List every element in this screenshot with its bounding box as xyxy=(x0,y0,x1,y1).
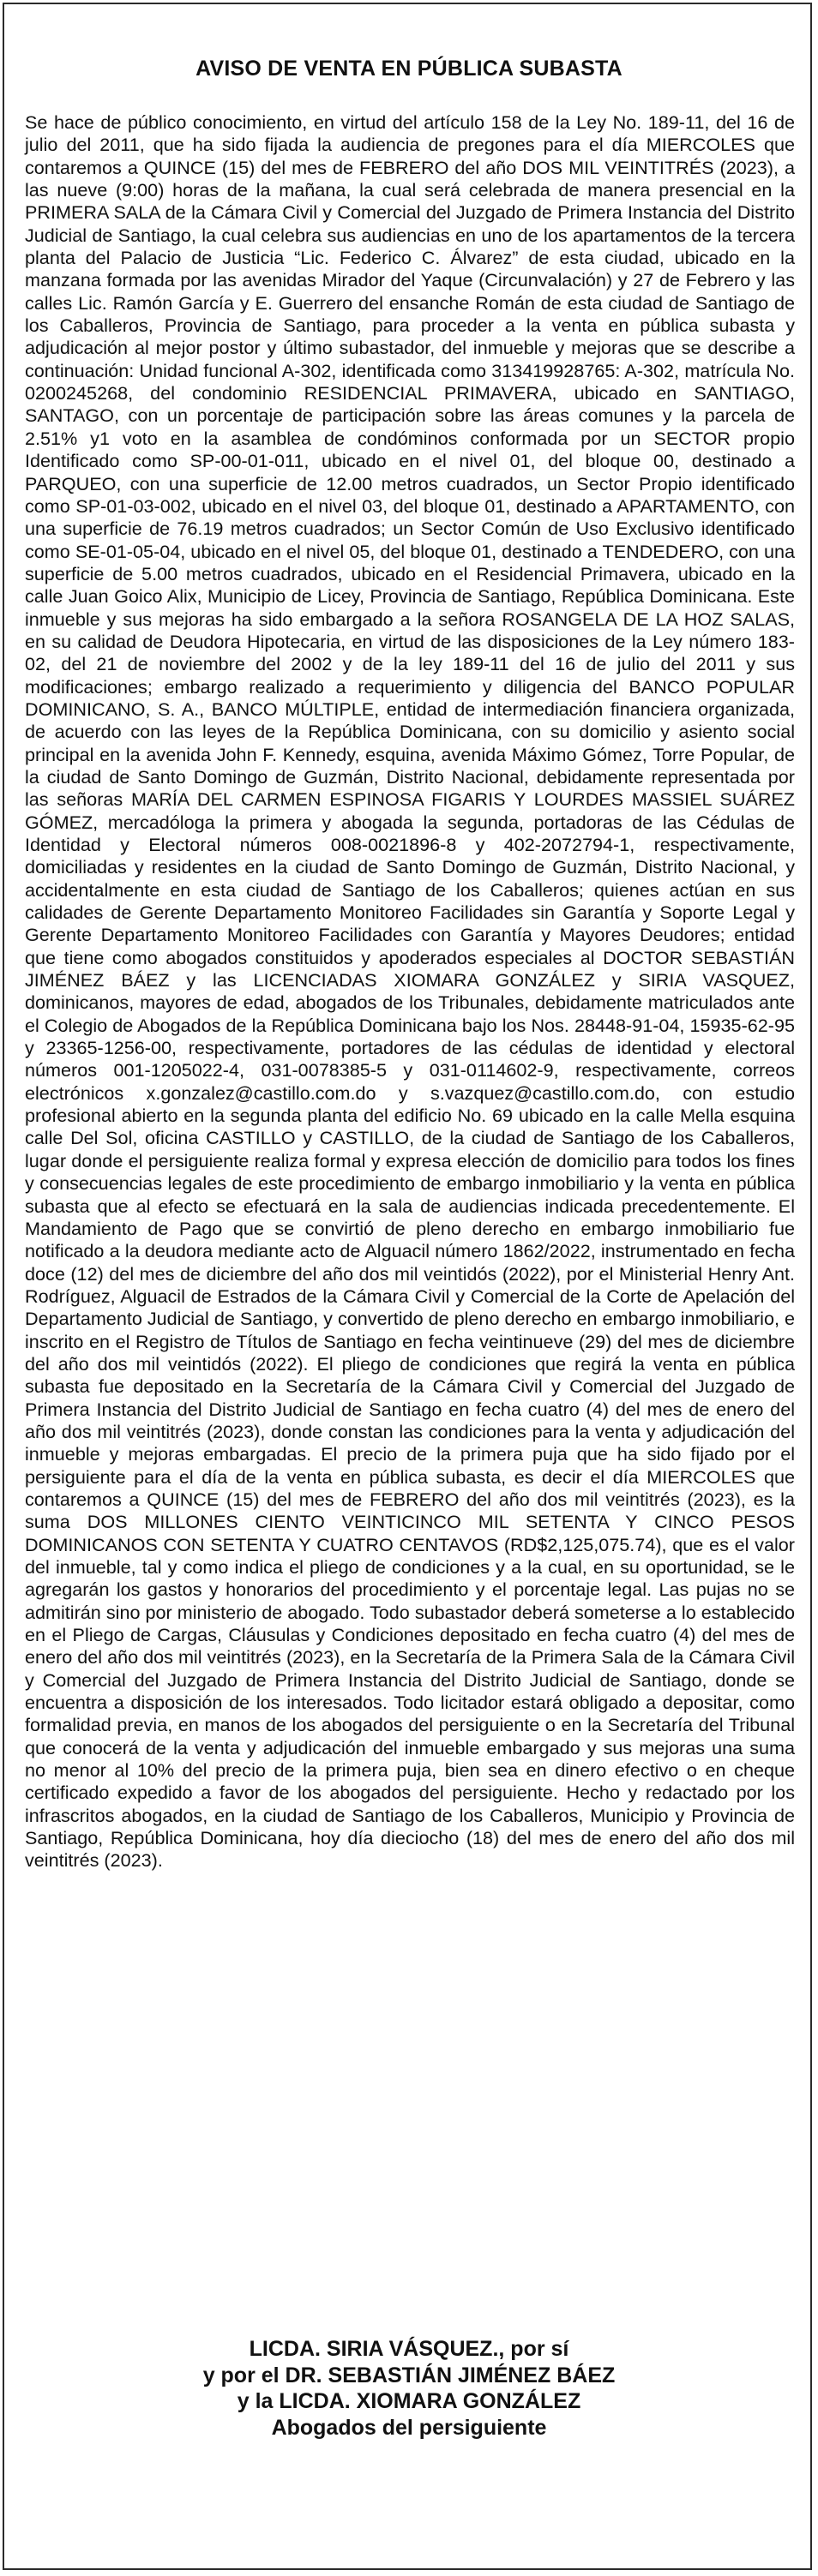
signature-line: y la LICDA. XIOMARA GONZÁLEZ xyxy=(237,2389,581,2413)
signature-block xyxy=(0,2336,818,2441)
signature-line: y por el DR. SEBASTIÁN JIMÉNEZ BÁEZ xyxy=(202,2363,616,2387)
notice-body: Se hace de público conocimiento, en virtud del artículo 158 de la Ley No. 189-11, del 16 de julio del 2011, que ha sido fijada la audiencia de pregones para el día MIERCOLES que contaremos a QUINCE (15) del mes de FEBRERO del año DOS MIL VEINTITRÉS (2023), a las nueve (9:00) horas de la mañana, la cual será celebrada de manera presencial en la PRIMERA SALA de la Cámara Civil y Comercial del Juzgado de Primera Instancia del Distrito Judicial de Santiago, la cual celebra sus audiencias en uno de los apartamentos de la tercera planta del Palacio de Justicia “Lic. Federico C. Álvarez” de esta ciudad, ubicado en la manzana formada por las avenidas Mirador del Yaque (Circunvalación) y 27 de Febrero y las calles Lic. Ramón García y E. Guerrero del ensanche Román de esta ciudad de Santiago de los Caballeros, Provincia de Santiago, para proceder a la venta en pública subasta y adjudicación al mejor postor y último subastador, del inmueble y mejoras que se describe a continuación: Unidad funcional A-302, identificada como 313419928765: A-302, matrícula No. 0200245268, del condominio RESIDENCIAL PRIMAVERA, ubicado en SANTIAGO, SANTAGO, con un porcentaje de participación sobre las áreas comunes y la parcela de 2.51% y1 voto en la asamblea de condóminos conformada por un SECTOR propio Identificado como SP-00-01-011, ubicado en el nivel 01, del bloque 00, destinado a PARQUEO, con una superficie de 12.00 metros cuadrados, un Sector Propio identificado como SP-01-03-002, ubicado en el nivel 03, del bloque 01, destinado a APARTAMENTO, con una superficie de 76.19 metros cuadrados; un Sector Común de Uso Exclusivo identificado como SE-01-05-04, ubicado en el nivel 05, del bloque 01, destinado a TENDEDERO, con una superficie de 5.00 metros cuadrados, ubicado en el Residencial Primavera, ubicado en la calle Juan Goico Alix, Municipio de Licey, Provincia de Santiago, República Dominicana. Este inmueble y sus mejoras ha sido embargado a la señora ROSANGELA DE LA HOZ SALAS, en su calidad de Deudora Hipotecaria, en virtud de las disposiciones de la Ley número 183-02, del 21 de noviembre del 2002 y de la ley 189-11 del 16 de julio del 2011 y sus modificaciones; embargo realizado a requerimiento y diligencia del BANCO POPULAR DOMINICANO, S. A., BANCO MÚLTIPLE, entidad de intermediación financiera organizada, de acuerdo con las leyes de la República Dominicana, con su domicilio y asiento social principal en la avenida John F. Kennedy, esquina, avenida Máximo Gómez, Torre Popular, de la ciudad de Santo Domingo de Guzmán, Distrito Nacional, debidamente representada por las señoras MARÍA DEL CARMEN ESPINOSA FIGARIS Y LOURDES MASSIEL SUÁREZ GÓMEZ, mercadóloga la primera y abogada la segunda, portadoras de las Cédulas de Identidad y Electoral números 008-0021896-8 y 402-2072794-1, respectivamente, domiciliadas y residentes en la ciudad de Santo Domingo de Guzmán, Distrito Nacional, y accidentalmente en esta ciudad de Santiago de los Caballeros; quienes actúan en sus calidades de Gerente Departamento Monitoreo Facilidades sin Garantía y Soporte Legal y Gerente Departamento Monitoreo Facilidades con Garantía y Mayores Deudores; entidad que tiene como abogados constituidos y apoderados especiales al DOCTOR SEBASTIÁN JIMÉNEZ BÁEZ y las LICENCIADAS XIOMARA GONZÁLEZ y SIRIA VASQUEZ, dominicanos, mayores de edad, abogados de los Tribunales, debidamente matriculados ante el Colegio de Abogados de la República Dominicana bajo los Nos. 28448-91-04, 15935-62-95 y 23365-1256-00, respectivamente, portadores de las cédulas de identidad y electoral números 001-1205022-4, 031-0078385-5 y 031-0114602-9, respectivamente, correos electrónicos x.gonzalez@castillo.com.do y s.vazquez@castillo.com.do, con estudio profesional abierto en la segunda planta del edificio No. 69 ubicado en la calle Mella esquina calle Del Sol, oficina CASTILLO y CASTILLO, de la ciudad de Santiago de los Caballeros, lugar donde el persiguiente realiza formal y expresa elección de domicilio para todos los fines y consecuencias legales de este procedimiento de embargo inmobiliario y la venta en pública subasta que al efecto se efectuará en la sala de audiencias indicada precedentemente. El Mandamiento de Pago que se convirtió de pleno derecho en embargo inmobiliario fue notificado a la deudora mediante acto de Alguacil número 1862/2022, instrumentado en fecha doce (12) del mes de diciembre del año dos mil veintidós (2022), por el Ministerial Henry Ant. Rodríguez, Alguacil de Estrados de la Cámara Civil y Comercial de la Corte de Apelación del Departamento Judicial de Santiago, y convertido de pleno derecho en embargo inmobiliario, e inscrito en el Registro de Títulos de Santiago en fecha veintinueve (29) del mes de diciembre del año dos mil veintidós (2022). El pliego de condiciones que regirá la venta en pública subasta fue depositado en la Secretaría de la Cámara Civil y Comercial del Juzgado de Primera Instancia del Distrito Judicial de Santiago en fecha cuatro (4) del mes de enero del año dos mil veintitrés (2023), donde constan las condiciones para la venta y adjudicación del inmueble y mejoras embargadas. El precio de la primera puja que ha sido fijado por el persiguiente para el día de la venta en pública subasta, es decir el día MIERCOLES que contaremos a QUINCE (15) del mes de FEBRERO del año dos mil veintitrés (2023), es la suma DOS MILLONES CIENTO VEINTICINCO MIL SETENTA Y CINCO PESOS DOMINICANOS CON SETENTA Y CUATRO CENTAVOS (RD$2,125,075.74), que es el valor del inmueble, tal y como indica el pliego de condiciones y a la cual, en su oportunidad, se le agregarán los gastos y honorarios del procedimiento y el porcentaje legal. Las pujas no se admitirán sino por ministerio de abogado. Todo subastador deberá someterse a lo establecido en el Pliego de Cargas, Cláusulas y Condiciones depositado en fecha cuatro (4) del mes de enero del año dos mil veintitrés (2023), en la Secretaría de la Primera Sala de la Cámara Civil y Comercial del Juzgado de Primera Instancia del Distrito Judicial de Santiago, donde se encuentra a disposición de los interesados. Todo licitador estará obligado a depositar, como formalidad previa, en manos de los abogados del persiguiente o en la Secretaría del Tribunal que conocerá de la venta y adjudicación del inmueble embargado y sus mejoras una suma no menor al 10% del precio de la primera puja, bien sea en dinero efectivo o en cheque certificado expedido a favor de los abogados del persiguiente. Hecho y redactado por los infrascritos abogados, en la ciudad de Santiago de los Caballeros, Municipio y Provincia de Santiago, República Dominicana, hoy día dieciocho (18) del mes de enero del año dos mil veintitrés (2023). xyxy=(25,111,795,1872)
notice-title: AVISO DE VENTA EN PÚBLICA SUBASTA xyxy=(195,57,623,81)
signature-line: LICDA. SIRIA VÁSQUEZ., por sí xyxy=(249,2337,569,2361)
signature-line: Abogados del persiguiente xyxy=(271,2415,547,2440)
